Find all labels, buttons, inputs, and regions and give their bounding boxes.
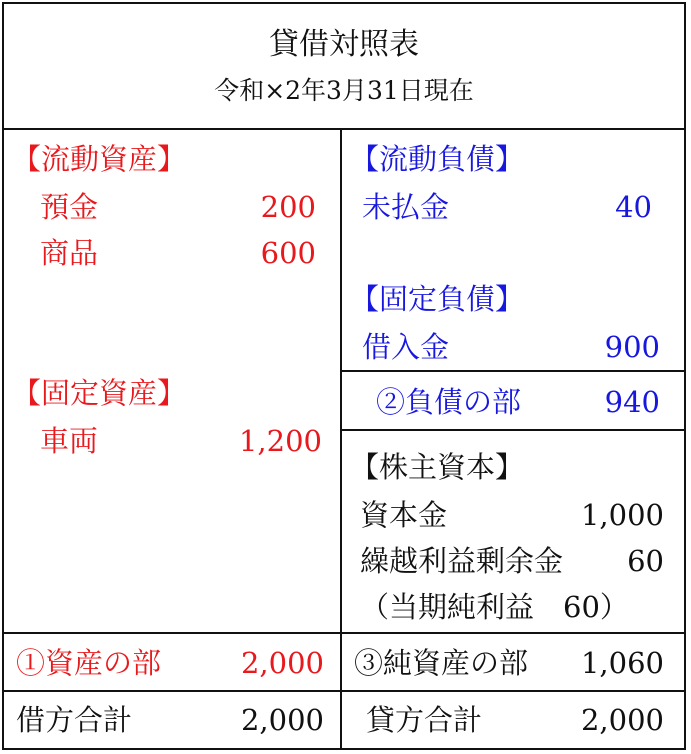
equity-item-label: 繰越利益剰余金 — [360, 544, 564, 578]
liability-item-label: 未払金 — [362, 190, 450, 224]
asset-item-value: 200 — [260, 190, 316, 224]
debit-total-value: 2,000 — [240, 703, 324, 737]
asset-item-label: 預金 — [40, 190, 99, 224]
liability-item-value: 40 — [615, 190, 652, 224]
asset-item-label: 商品 — [40, 236, 99, 270]
debit-total-label: 借方合計 — [16, 703, 133, 737]
liability-item-value: 900 — [604, 330, 660, 364]
equity-total-label: ③純資産の部 — [354, 646, 529, 680]
liabilities-total-value: 940 — [604, 385, 660, 419]
assets-total-value: 2,000 — [240, 646, 324, 680]
asset-item-label: 車両 — [40, 424, 99, 458]
equity-heading: 【株主資本】 — [350, 450, 525, 484]
fixed-assets-heading: 【固定資産】 — [12, 376, 187, 410]
liabilities-total-bottom — [340, 429, 684, 431]
liability-item-label: 借入金 — [362, 330, 450, 364]
asset-item-value: 600 — [260, 236, 316, 270]
equity-total-value: 1,060 — [580, 646, 664, 680]
asset-item-value: 1,200 — [238, 424, 322, 458]
as-of-date: 令和×2年3月31日現在 — [214, 76, 474, 105]
current-liabilities-heading: 【流動負債】 — [350, 142, 525, 176]
balance-sheet — [2, 2, 686, 750]
header-divider — [4, 128, 684, 130]
center-divider — [340, 128, 342, 750]
net-income-note: （当期純利益 60） — [360, 590, 629, 624]
footer-divider — [4, 690, 684, 692]
assets-total-label: ①資産の部 — [16, 646, 162, 680]
equity-item-label: 資本金 — [360, 498, 448, 532]
credit-total-value: 2,000 — [580, 703, 664, 737]
fixed-liabilities-heading: 【固定負債】 — [350, 282, 525, 316]
liabilities-total-top — [340, 370, 684, 372]
page-title: 貸借対照表 — [269, 27, 419, 62]
credit-total-label: 貸方合計 — [366, 703, 483, 737]
equity-item-value: 60 — [627, 544, 664, 578]
current-assets-heading: 【流動資産】 — [12, 142, 187, 176]
equity-item-value: 1,000 — [580, 498, 664, 532]
liabilities-total-label: ②負債の部 — [376, 385, 522, 419]
totals-divider — [4, 632, 684, 634]
